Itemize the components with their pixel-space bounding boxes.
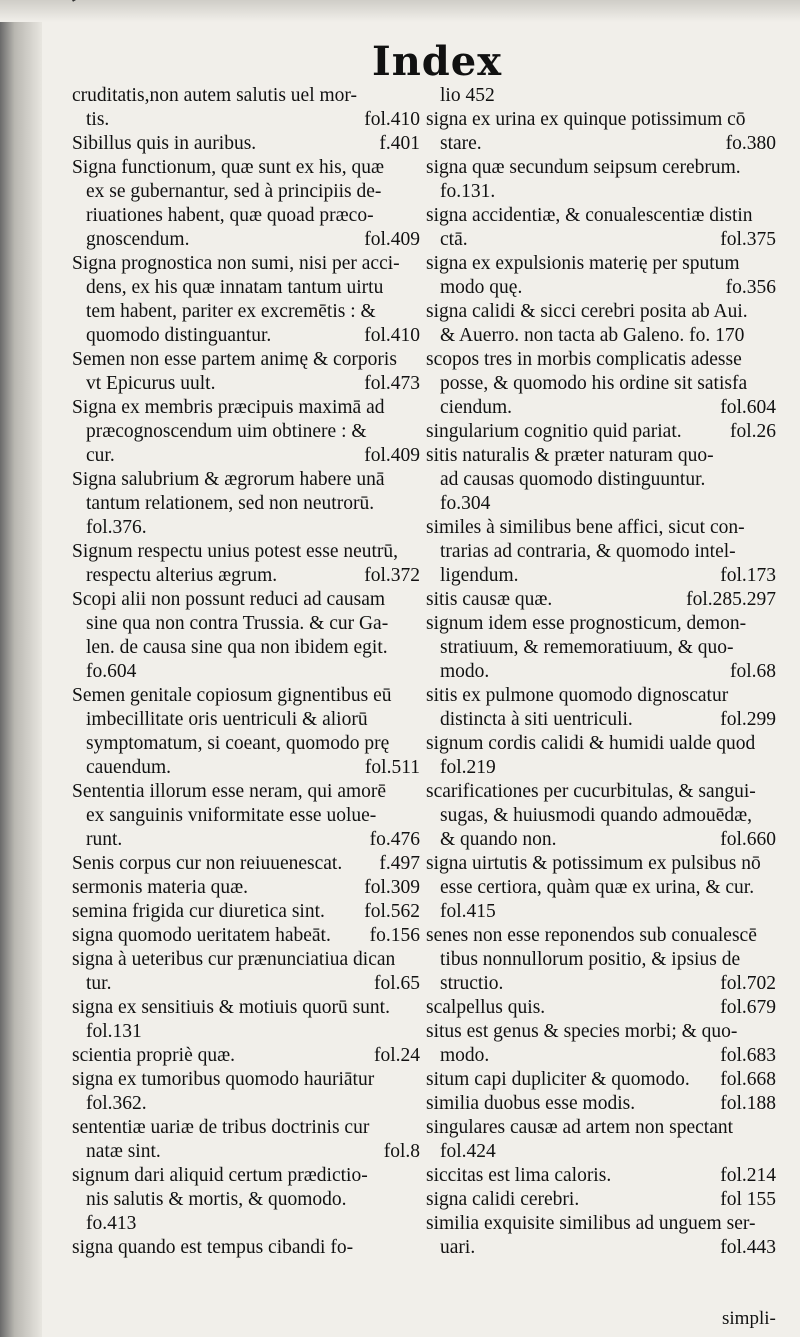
index-entry-line <box>72 420 420 444</box>
index-entry-line <box>72 732 420 756</box>
entry-text: signa ex expulsionis materię per sputum <box>426 253 740 274</box>
index-entry-line <box>426 84 776 108</box>
index-entry-line <box>426 348 776 372</box>
index-entry-line <box>72 396 420 420</box>
index-entry-line <box>72 900 420 924</box>
index-entry <box>426 516 776 588</box>
index-entry <box>426 996 776 1020</box>
entry-text: tibus nonnullorum positio, & ipsius de <box>440 949 741 970</box>
entry-text: ligendum. <box>440 565 519 586</box>
entry-text: signa calidi cerebri. <box>426 1189 580 1210</box>
entry-text: similes à similibus bene affici, sicut con- <box>426 517 745 538</box>
index-entry-line <box>426 1116 776 1140</box>
entry-text: ex se gubernantur, sed à principiis de- <box>86 181 382 202</box>
entry-text: posse, & quomodo his ordine sit satisfa <box>440 373 748 394</box>
index-entry-line <box>426 1236 776 1260</box>
index-entry <box>426 588 776 612</box>
index-entry-line <box>426 1092 776 1116</box>
entry-text: scarificationes per cucurbitulas, & sangui- <box>426 781 756 802</box>
entry-text: signum dari aliquid certum prædictio- <box>72 1165 368 1186</box>
index-entry-line <box>72 252 420 276</box>
index-entry-line <box>72 972 420 996</box>
entry-text: fol.424 <box>440 1141 496 1162</box>
index-entry-line <box>426 252 776 276</box>
folio-reference: fol.285.297 <box>686 589 776 610</box>
entry-text: distincta à siti uentriculi. <box>440 709 633 730</box>
entry-text: dens, ex his quæ innatam tantum uirtu <box>86 277 384 298</box>
index-entry-line <box>72 156 420 180</box>
index-entry-line <box>426 948 776 972</box>
index-entry-line <box>426 876 776 900</box>
index-entry-line <box>426 492 776 516</box>
folio-reference: fol.511 <box>364 757 420 778</box>
index-entry <box>72 924 420 948</box>
folio-reference: fol.309 <box>364 877 420 898</box>
entry-text: fo.413 <box>86 1213 137 1234</box>
entry-text: scientia propriè quæ. <box>72 1045 235 1066</box>
folio-reference: fol.668 <box>720 1069 776 1090</box>
entry-text: sententiæ uariæ de tribus doctrinis cur <box>72 1117 370 1138</box>
index-entry-line <box>72 564 420 588</box>
entry-text: symptomatum, si coeant, quomodo prę <box>86 733 390 754</box>
index-entry-line <box>426 1140 776 1164</box>
index-entry-line <box>72 444 420 468</box>
index-entry-line <box>426 684 776 708</box>
index-entry-line <box>426 972 776 996</box>
index-entry <box>426 1068 776 1092</box>
index-column-left <box>72 84 420 1260</box>
page-gutter-shadow <box>0 0 42 1337</box>
index-entry-line <box>72 612 420 636</box>
index-entry <box>426 252 776 300</box>
entry-text: fo.604 <box>86 661 137 682</box>
folio-reference: fo.356 <box>725 277 776 298</box>
index-entry <box>426 420 776 444</box>
index-entry-line <box>426 1188 776 1212</box>
entry-text: modo. <box>440 1045 490 1066</box>
index-entry <box>72 1164 420 1236</box>
entry-text: sugas, & huiusmodi quando admouēdæ, <box>440 805 752 826</box>
index-entry-line <box>426 516 776 540</box>
index-entry-line <box>426 756 776 780</box>
entry-text: signum idem esse prognosticum, demon- <box>426 613 747 634</box>
entry-text: ad causas quomodo distinguuntur. <box>440 469 706 490</box>
entry-text: fol.376. <box>86 517 147 538</box>
index-entry-line <box>72 996 420 1020</box>
index-entry <box>72 348 420 396</box>
index-entry-line <box>426 708 776 732</box>
entry-text: gnoscendum. <box>86 229 190 250</box>
entry-text: modo. <box>440 661 490 682</box>
entry-text: imbecillitate oris uentriculi & aliorū <box>86 709 368 730</box>
entry-text: respectu alterius ægrum. <box>86 565 278 586</box>
entry-text: similia duobus esse modis. <box>426 1093 636 1114</box>
index-entry-line <box>72 708 420 732</box>
index-entry-line <box>426 180 776 204</box>
entry-text: signa à ueteribus cur prænunciatiua dican <box>72 949 396 970</box>
folio-reference: fol.375 <box>720 229 776 250</box>
folio-reference: fol.372 <box>364 565 420 586</box>
folio-reference: fol.26 <box>729 421 776 442</box>
entry-text: signa ex sensitiuis & motiuis quorū sunt. <box>72 997 390 1018</box>
index-entry-line <box>72 132 420 156</box>
index-entry <box>426 156 776 204</box>
index-entry-line <box>72 540 420 564</box>
index-entry-line <box>72 1188 420 1212</box>
entry-text: signum cordis calidi & humidi ualde quod <box>426 733 756 754</box>
index-entry <box>426 204 776 252</box>
index-entry-line <box>426 132 776 156</box>
index-entry-line <box>426 1212 776 1236</box>
entry-text: præcognoscendum uim obtinere : & <box>86 421 367 442</box>
index-entry-line <box>72 1212 420 1236</box>
entry-text: structio. <box>440 973 504 994</box>
index-entry-line <box>72 636 420 660</box>
index-entry-line <box>426 924 776 948</box>
index-entry <box>426 1212 776 1260</box>
index-entry-line <box>426 564 776 588</box>
folio-reference: fol.604 <box>720 397 776 418</box>
folio-reference: fol.24 <box>373 1045 420 1066</box>
page-top-shadow <box>0 0 800 22</box>
index-entry <box>72 396 420 468</box>
index-entry <box>72 540 420 588</box>
index-entry-line <box>72 684 420 708</box>
entry-text: signa quomodo ueritatem habeāt. <box>72 925 331 946</box>
entry-text: signa quando est tempus cibandi fo- <box>72 1237 354 1258</box>
entry-text: Sibillus quis in auribus. <box>72 133 257 154</box>
folio-reference: fo.380 <box>725 133 776 154</box>
folio-reference: fo.156 <box>369 925 420 946</box>
index-entry-line <box>426 108 776 132</box>
entry-text: esse certiora, quàm quæ ex urina, & cur. <box>440 877 755 898</box>
entry-text: quomodo distinguantur. <box>86 325 272 346</box>
entry-text: Sententia illorum esse neram, qui amorē <box>72 781 387 802</box>
entry-text: modo quę. <box>440 277 523 298</box>
entry-text: cruditatis,non autem salutis uel mor- <box>72 85 358 106</box>
index-entry <box>72 1068 420 1116</box>
entry-text: tem habent, pariter ex excremētis : & <box>86 301 376 322</box>
entry-text: sitis causæ quæ. <box>426 589 553 610</box>
index-entry <box>72 900 420 924</box>
folio-reference: fo.476 <box>369 829 420 850</box>
index-entry-line <box>426 540 776 564</box>
index-entry-line <box>426 996 776 1020</box>
entry-text: similia exquisite similibus ad unguem ser- <box>426 1213 756 1234</box>
index-entry-line <box>72 180 420 204</box>
index-entry-line <box>426 660 776 684</box>
entry-text: Signum respectu unius potest esse neutrū, <box>72 541 399 562</box>
index-entry-line <box>426 1044 776 1068</box>
index-entry-line <box>426 828 776 852</box>
index-entry <box>72 84 420 132</box>
index-entry-line <box>72 780 420 804</box>
index-entry-line <box>72 228 420 252</box>
index-entry <box>426 348 776 420</box>
entry-text: signa uirtutis & potissimum ex pulsibus nō <box>426 853 761 874</box>
index-entry <box>426 852 776 924</box>
index-entry <box>426 444 776 516</box>
entry-text: senes non esse reponendos sub conualescē <box>426 925 757 946</box>
entry-text: signa accidentiæ, & conualescentiæ distin <box>426 205 753 226</box>
index-entry <box>426 108 776 156</box>
entry-text: runt. <box>86 829 123 850</box>
entry-text: cauendum. <box>86 757 172 778</box>
folio-reference: f.401 <box>379 133 420 154</box>
index-entry <box>426 780 776 852</box>
index-entry-line <box>72 828 420 852</box>
entry-text: Signa functionum, quæ sunt ex his, quæ <box>72 157 384 178</box>
index-entry <box>426 612 776 684</box>
index-entry <box>72 156 420 252</box>
index-entry <box>426 1164 776 1188</box>
entry-text: ex sanguinis vniformitate esse uolue- <box>86 805 377 826</box>
folio-reference: fol.68 <box>729 661 776 682</box>
index-entry-line <box>426 1164 776 1188</box>
index-entry-line <box>426 420 776 444</box>
index-entry-line <box>72 756 420 780</box>
folio-reference: fol.214 <box>720 1165 776 1186</box>
entry-text: fol.131 <box>86 1021 142 1042</box>
index-entry <box>72 852 420 876</box>
index-entry-line <box>72 276 420 300</box>
index-entry-line <box>426 612 776 636</box>
index-entry-line <box>72 660 420 684</box>
folio-reference: fol.702 <box>720 973 776 994</box>
entry-text: siccitas est lima caloris. <box>426 1165 612 1186</box>
entry-text: len. de causa sine qua non ibidem egit. <box>86 637 388 658</box>
index-entry-line <box>426 372 776 396</box>
entry-text: scopos tres in morbis complicatis adesse <box>426 349 742 370</box>
folio-reference: fol.8 <box>383 1141 420 1162</box>
entry-text: natæ sint. <box>86 1141 161 1162</box>
index-entry-line <box>72 1116 420 1140</box>
index-entry-line <box>72 516 420 540</box>
index-entry <box>72 1044 420 1068</box>
entry-text: stratiuum, & rememoratiuum, & quo- <box>440 637 734 658</box>
entry-text: signa quæ secundum seipsum cerebrum. <box>426 157 741 178</box>
folio-reference: fol.562 <box>364 901 420 922</box>
entry-text: ctā. <box>440 229 468 250</box>
folio-reference: fol.409 <box>364 229 420 250</box>
index-column-right <box>426 84 776 1260</box>
entry-text: fol.362. <box>86 1093 147 1114</box>
folio-reference: f.497 <box>379 853 420 874</box>
index-entry-line <box>426 636 776 660</box>
index-entry-line <box>72 948 420 972</box>
entry-text: signa ex urina ex quinque potissimum cō <box>426 109 746 130</box>
entry-text: nis salutis & mortis, & quomodo. <box>86 1189 347 1210</box>
folio-reference: fol.683 <box>720 1045 776 1066</box>
entry-text: & Auerro. non tacta ab Galeno. fo. 170 <box>440 325 745 346</box>
index-entry-line <box>426 324 776 348</box>
index-entry <box>72 1116 420 1164</box>
entry-text: singularium cognitio quid pariat. <box>426 421 682 442</box>
folio-reference: fol 155 <box>720 1189 776 1210</box>
entry-text: stare. <box>440 133 482 154</box>
index-entry <box>72 948 420 996</box>
folio-reference: fol.443 <box>720 1237 776 1258</box>
folio-reference: fol.299 <box>720 709 776 730</box>
entry-text: signa calidi & sicci cerebri posita ab Aui. <box>426 301 748 322</box>
entry-text: tur. <box>86 973 112 994</box>
index-entry <box>72 780 420 852</box>
entry-text: tis. <box>86 109 110 130</box>
entry-text: sitis naturalis & præter naturam quo- <box>426 445 714 466</box>
index-entry-line <box>426 444 776 468</box>
entry-text: semina frigida cur diuretica sint. <box>72 901 325 922</box>
index-entry <box>426 1020 776 1068</box>
folio-reference: fol.65 <box>373 973 420 994</box>
entry-text: situm capi dupliciter & quomodo. <box>426 1069 690 1090</box>
index-entry <box>426 1116 776 1164</box>
index-entry-line <box>426 156 776 180</box>
entry-text: Signa salubrium & ægrorum habere unā <box>72 469 385 490</box>
index-entry-line <box>72 804 420 828</box>
index-entry <box>72 468 420 540</box>
index-entry-line <box>426 468 776 492</box>
catchword: simpli- <box>722 1308 776 1329</box>
index-entry <box>72 132 420 156</box>
index-entry-line <box>72 1164 420 1188</box>
index-entry-line <box>72 468 420 492</box>
index-entry-line <box>72 1068 420 1092</box>
index-entry-line <box>426 228 776 252</box>
index-entry <box>426 924 776 996</box>
index-entry-line <box>426 1020 776 1044</box>
entry-text: fol.219 <box>440 757 496 778</box>
index-entry <box>72 252 420 348</box>
entry-text: trarias ad contraria, & quomodo intel- <box>440 541 736 562</box>
index-entry-line <box>72 876 420 900</box>
index-entry <box>72 996 420 1044</box>
folio-reference: fol.410 <box>364 109 420 130</box>
entry-text: sitis ex pulmone quomodo dignoscatur <box>426 685 729 706</box>
index-entry <box>72 876 420 900</box>
index-entry-line <box>72 852 420 876</box>
page-title: Index <box>372 38 503 85</box>
folio-reference: fol.409 <box>364 445 420 466</box>
index-entry-line <box>426 588 776 612</box>
folio-reference: fol.173 <box>720 565 776 586</box>
entry-text: Signa ex membris præcipuis maximā ad <box>72 397 385 418</box>
folio-reference: fol.473 <box>364 373 420 394</box>
index-entry-line <box>72 1236 420 1260</box>
entry-text: riuationes habent, quæ quoad præco- <box>86 205 374 226</box>
index-entry <box>72 1236 420 1260</box>
entry-text: Semen non esse partem animę & corporis <box>72 349 397 370</box>
entry-text: sine qua non contra Trussia. & cur Ga- <box>86 613 389 634</box>
index-entry-line <box>426 804 776 828</box>
index-entry-line <box>72 1092 420 1116</box>
entry-text: tantum relationem, sed non neutrorū. <box>86 493 375 514</box>
entry-text: fol.415 <box>440 901 496 922</box>
entry-text: uari. <box>440 1237 476 1258</box>
index-entry-line <box>72 1020 420 1044</box>
index-entry-line <box>72 300 420 324</box>
entry-text: Senis corpus cur non reiuuenescat. <box>72 853 343 874</box>
entry-text: fo.304 <box>440 493 491 514</box>
entry-text: sermonis materia quæ. <box>72 877 249 898</box>
index-entry-line <box>72 588 420 612</box>
entry-text: signa ex tumoribus quomodo hauriātur <box>72 1069 375 1090</box>
entry-text: Signa prognostica non sumi, nisi per acci- <box>72 253 400 274</box>
entry-text: Scopi alii non possunt reduci ad causam <box>72 589 386 610</box>
entry-text: Semen genitale copiosum gignentibus eū <box>72 685 392 706</box>
index-entry-line <box>426 300 776 324</box>
index-entry-line <box>72 84 420 108</box>
index-entry <box>426 84 776 108</box>
entry-text: situs est genus & species morbi; & quo- <box>426 1021 738 1042</box>
entry-text: & quando non. <box>440 829 557 850</box>
index-entry-line <box>72 372 420 396</box>
entry-text: scalpellus quis. <box>426 997 546 1018</box>
index-entry-line <box>426 204 776 228</box>
index-entry-line <box>426 900 776 924</box>
index-entry-line <box>426 1068 776 1092</box>
index-entry <box>426 684 776 732</box>
entry-text: singulares causæ ad artem non spectant <box>426 1117 734 1138</box>
folio-reference: fol.410 <box>364 325 420 346</box>
index-entry <box>426 732 776 780</box>
index-entry <box>426 300 776 348</box>
index-entry-line <box>72 108 420 132</box>
index-entry-line <box>426 780 776 804</box>
index-entry-line <box>72 204 420 228</box>
index-entry <box>72 684 420 780</box>
folio-reference: fol.188 <box>720 1093 776 1114</box>
folio-reference: fol.679 <box>720 997 776 1018</box>
index-entry-line <box>72 1044 420 1068</box>
index-entry-line <box>426 732 776 756</box>
entry-text: ciendum. <box>440 397 513 418</box>
index-entry-line <box>72 1140 420 1164</box>
index-entry-line <box>426 396 776 420</box>
entry-text: vt Epicurus uult. <box>86 373 216 394</box>
entry-text: fo.131. <box>440 181 496 202</box>
folio-reference: fol.660 <box>720 829 776 850</box>
index-entry <box>72 588 420 684</box>
entry-text: cur. <box>86 445 115 466</box>
index-entry-line <box>72 324 420 348</box>
index-entry-line <box>426 276 776 300</box>
index-entry-line <box>72 348 420 372</box>
entry-text: lio 452 <box>440 85 495 106</box>
index-entry <box>426 1188 776 1212</box>
index-entry <box>426 1092 776 1116</box>
index-entry-line <box>72 492 420 516</box>
index-entry-line <box>426 852 776 876</box>
index-entry-line <box>72 924 420 948</box>
